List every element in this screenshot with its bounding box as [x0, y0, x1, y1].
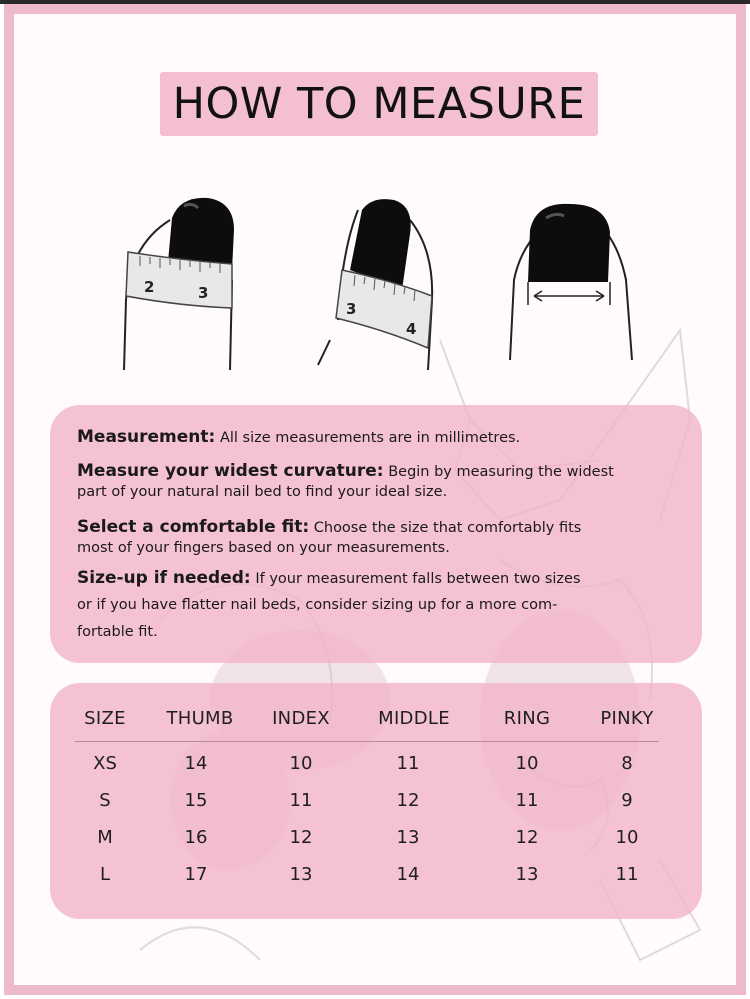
table-header-index: INDEX [272, 708, 330, 729]
table-header-pinky: PINKY [600, 708, 654, 729]
table-cell: 10 [289, 753, 313, 774]
table-cell: 13 [289, 864, 313, 885]
table-cell: 12 [289, 827, 313, 848]
table-cell: 13 [396, 827, 420, 848]
instruction-measurement [77, 427, 520, 447]
table-cell: 17 [184, 864, 208, 885]
instruction-size-up [77, 568, 581, 588]
instruction-text: part of your natural nail bed to find your ideal size. [77, 484, 448, 500]
table-cell: 14 [396, 864, 420, 885]
instruction-text: If your measurement falls between two sizes [255, 571, 581, 587]
instruction-widest-curvature [77, 461, 614, 481]
table-cell: 11 [289, 790, 313, 811]
table-cell-size: L [99, 864, 111, 885]
tape-2-number-b: 4 [406, 320, 417, 338]
instruction-text: Choose the size that comfortably fits [313, 520, 582, 536]
table-cell: 13 [515, 864, 539, 885]
measuring-illustrations [110, 190, 650, 380]
table-cell: 11 [396, 753, 420, 774]
tape-2-number-a: 3 [346, 300, 357, 318]
table-header-size: SIZE [84, 708, 126, 729]
instruction-text: Begin by measuring the widest [388, 464, 614, 480]
table-header-middle: MIDDLE [378, 708, 450, 729]
table-cell-size: XS [93, 753, 117, 774]
tape-1-number-b: 3 [198, 284, 209, 302]
instruction-heading: Measure your widest curvature: [77, 461, 384, 481]
table-cell-size: M [97, 827, 113, 848]
instruction-text: All size measurements are in millimetres. [219, 430, 521, 446]
instruction-heading: Size-up if needed: [77, 568, 251, 588]
table-header-thumb: THUMB [166, 708, 234, 729]
finger-illustration-1 [124, 198, 234, 370]
nail-3 [528, 204, 610, 282]
table-cell: 10 [615, 827, 639, 848]
table-header-divider [75, 741, 659, 742]
table-cell: 8 [621, 753, 633, 774]
table-cell: 11 [615, 864, 639, 885]
table-cell: 16 [184, 827, 208, 848]
instruction-text: fortable fit. [77, 624, 158, 640]
table-cell-size: S [99, 790, 111, 811]
finger-illustration-2 [318, 199, 432, 370]
instruction-text: or if you have flatter nail beds, consider sizing up for a more com- [77, 597, 558, 613]
table-cell: 12 [396, 790, 420, 811]
table-cell: 11 [515, 790, 539, 811]
finger-illustration-3 [510, 204, 632, 360]
instruction-heading: Select a comfortable fit: [77, 517, 310, 537]
instruction-heading: Measurement: [77, 427, 216, 447]
table-cell: 10 [515, 753, 539, 774]
instruction-text: most of your fingers based on your measurements. [77, 540, 450, 556]
table-cell: 12 [515, 827, 539, 848]
table-cell: 9 [621, 790, 633, 811]
table-header-ring: RING [503, 708, 551, 729]
tape-1-number-a: 2 [144, 278, 155, 296]
table-cell: 15 [184, 790, 208, 811]
table-cell: 14 [184, 753, 208, 774]
page-title: HOW TO MEASURE [172, 79, 586, 129]
instruction-comfortable-fit [77, 517, 581, 537]
